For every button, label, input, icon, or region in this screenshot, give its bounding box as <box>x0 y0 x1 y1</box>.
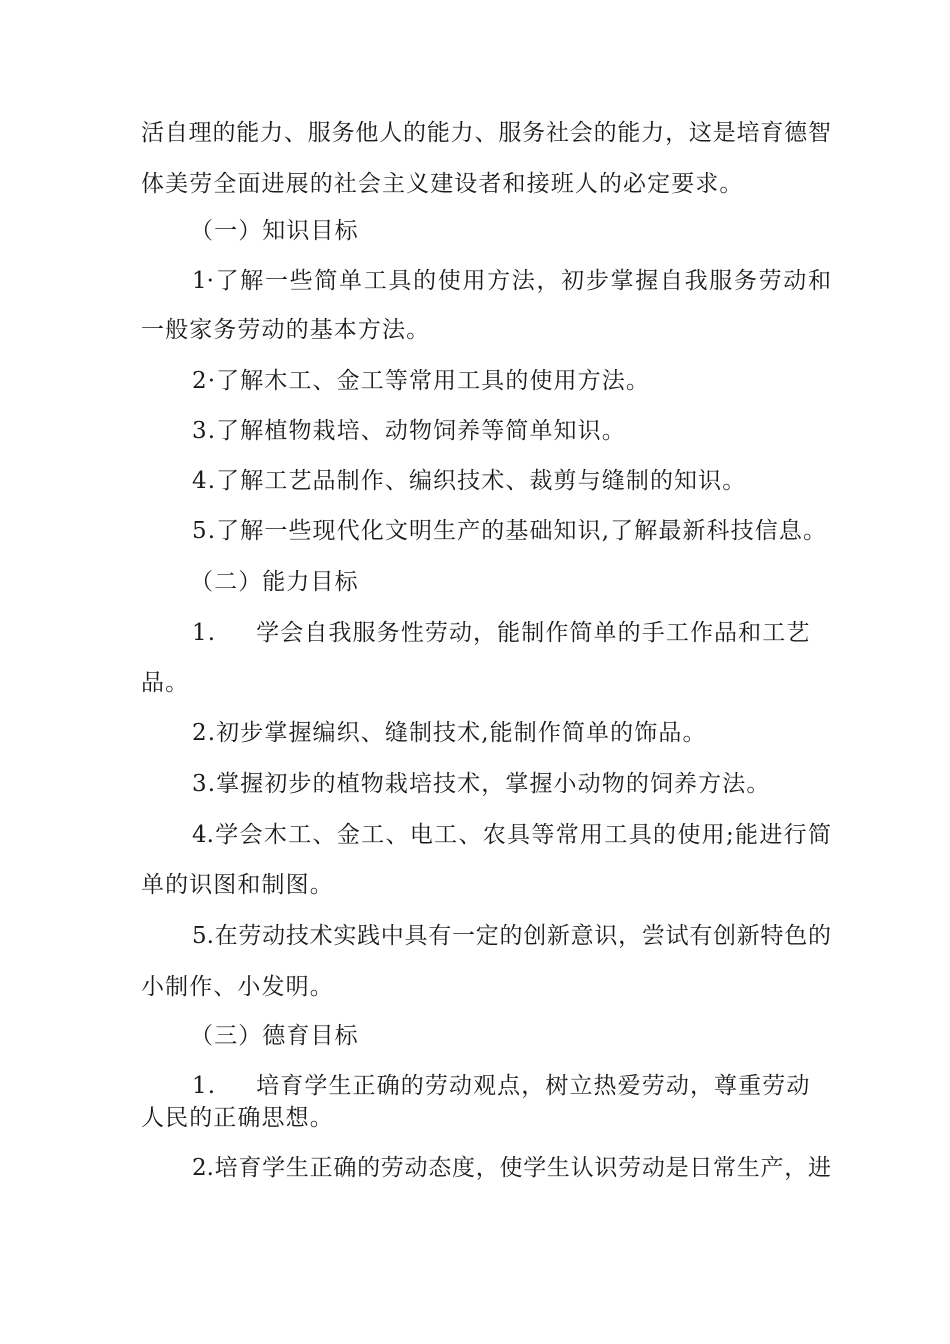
paragraph-line: 体美劳全面进展的社会主义建设者和接班人的必定要求。 <box>141 171 744 197</box>
paragraph-line: 1·了解一些简单工具的使用方法，初步掌握自我服务劳动和 <box>192 268 831 294</box>
section-heading-moral: （三）德育目标 <box>190 1023 359 1049</box>
paragraph-line: 5.了解一些现代化文明生产的基础知识,了解最新科技信息。 <box>192 518 828 544</box>
paragraph-line: 4.学会木工、金工、电工、农具等常用工具的使用;能进行简 <box>192 822 831 848</box>
paragraph-line: 品。 <box>141 670 190 696</box>
section-heading-knowledge: （一）知识目标 <box>190 218 359 244</box>
paragraph-line: 3.了解植物栽培、动物饲养等简单知识。 <box>192 418 626 444</box>
list-number: 1. <box>192 1073 217 1099</box>
paragraph-line: 活自理的能力、服务他人的能力、服务社会的能力，这是培育德智 <box>141 120 831 146</box>
paragraph-line: 2·了解木工、金工等常用工具的使用方法。 <box>192 368 650 394</box>
paragraph-line <box>192 1071 810 1101</box>
paragraph-line <box>192 618 810 648</box>
list-text: 培育学生正确的劳动观点，树立热爱劳动，尊重劳动 <box>256 1073 811 1099</box>
paragraph-line: 单的识图和制图。 <box>141 872 334 898</box>
section-heading-ability: （二）能力目标 <box>190 569 359 595</box>
list-text: 学会自我服务性劳动，能制作简单的手工作品和工艺 <box>256 620 811 646</box>
paragraph-line: 4.了解工艺品制作、编织技术、裁剪与缝制的知识。 <box>192 468 747 494</box>
paragraph-line: 小制作、小发明。 <box>141 974 334 1000</box>
paragraph-line: 人民的正确思想。 <box>141 1105 334 1131</box>
paragraph-line: 3.掌握初步的植物栽培技术，掌握小动物的饲养方法。 <box>192 771 771 797</box>
list-number: 1. <box>192 620 217 646</box>
paragraph-line: 2.初步掌握编织、缝制技术,能制作简单的饰品。 <box>192 720 707 746</box>
paragraph-line: 5.在劳动技术实践中具有一定的创新意识，尝试有创新特色的 <box>192 923 831 949</box>
paragraph-line: 2.培育学生正确的劳动态度，使学生认识劳动是日常生产，进 <box>192 1155 831 1181</box>
paragraph-line: 一般家务劳动的基本方法。 <box>141 317 431 343</box>
